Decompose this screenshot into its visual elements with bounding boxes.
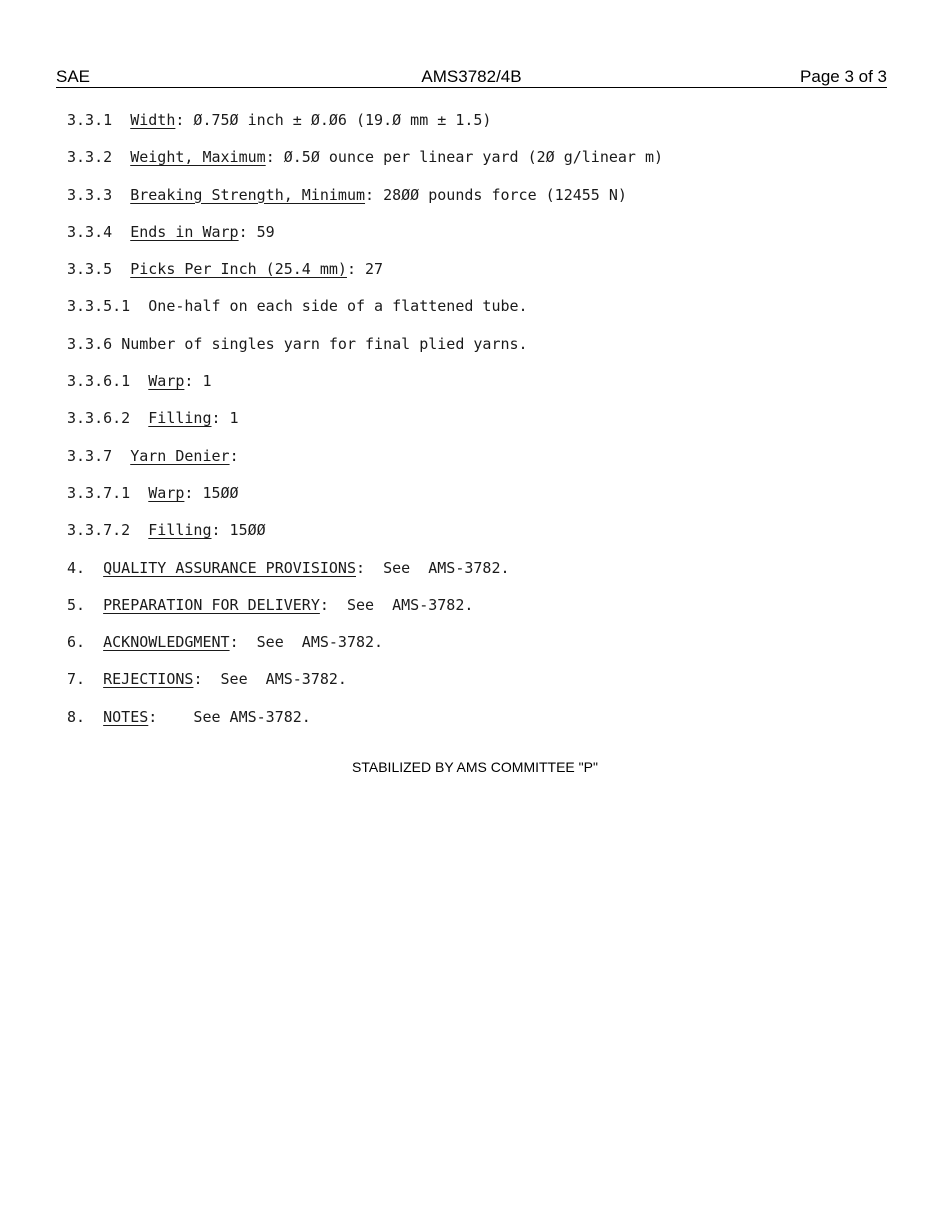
spec-line bbox=[67, 557, 887, 594]
section-number: 5. bbox=[67, 595, 86, 614]
section-number: 8. bbox=[67, 707, 86, 726]
section-number: 3.3.7.2 bbox=[67, 521, 131, 540]
section-term: Filling bbox=[148, 409, 212, 428]
spec-line bbox=[67, 295, 887, 332]
section-term: REJECTIONS bbox=[103, 670, 194, 689]
section-term: ACKNOWLEDGMENT bbox=[103, 633, 230, 652]
section-term: QUALITY ASSURANCE PROVISIONS bbox=[103, 558, 356, 577]
header-publisher: SAE bbox=[56, 67, 91, 86]
section-number: 6. bbox=[67, 633, 86, 652]
spec-line bbox=[67, 146, 887, 183]
spec-line bbox=[67, 333, 887, 370]
section-text: : 27 bbox=[346, 260, 384, 279]
section-text: : 1 bbox=[184, 372, 212, 391]
section-text: : 28ØØ pounds force (12455 N) bbox=[365, 185, 627, 204]
section-number: 3.3.6 bbox=[67, 334, 113, 353]
section-text: : 59 bbox=[238, 222, 275, 241]
specification-body bbox=[67, 109, 887, 743]
section-number: 3.3.1 bbox=[67, 111, 113, 129]
section-number: 3.3.7.1 bbox=[67, 483, 131, 502]
section-number: 4. bbox=[67, 558, 86, 577]
section-text: : 15ØØ bbox=[211, 521, 266, 540]
section-number: 3.3.4 bbox=[67, 222, 113, 241]
section-number: 3.3.7 bbox=[67, 446, 113, 465]
section-text: Number of singles yarn for final plied yarns. bbox=[121, 334, 528, 353]
section-number: 3.3.3 bbox=[67, 185, 113, 204]
section-term: Weight, Maximum bbox=[130, 148, 266, 167]
spec-line bbox=[67, 482, 887, 519]
section-number: 3.3.2 bbox=[67, 148, 113, 167]
section-term: PREPARATION FOR DELIVERY bbox=[103, 595, 320, 614]
section-term: Width bbox=[130, 111, 176, 129]
section-text: : 1 bbox=[211, 409, 239, 428]
section-term: Breaking Strength, Minimum bbox=[130, 185, 366, 204]
stabilized-notice: STABILIZED BY AMS COMMITTEE "P" bbox=[352, 759, 598, 775]
section-text: One-half on each side of a flattened tube. bbox=[148, 297, 528, 316]
spec-line bbox=[67, 668, 887, 705]
section-term: Warp bbox=[148, 483, 185, 502]
section-text: : See AMS-3782. bbox=[356, 558, 510, 577]
spec-line bbox=[67, 109, 887, 146]
spec-line bbox=[67, 706, 887, 743]
section-text: : See AMS-3782. bbox=[193, 670, 347, 689]
section-term: NOTES bbox=[103, 707, 149, 726]
header-page-number: Page 3 of 3 bbox=[800, 67, 887, 86]
spec-line bbox=[67, 258, 887, 295]
section-term: Yarn Denier bbox=[130, 446, 230, 465]
section-term: Picks Per Inch (25.4 mm) bbox=[130, 260, 347, 279]
section-number: 3.3.6.1 bbox=[67, 372, 131, 391]
spec-line bbox=[67, 631, 887, 668]
section-text: : 15ØØ bbox=[184, 483, 239, 502]
section-number: 3.3.6.2 bbox=[67, 409, 131, 428]
section-number: 3.3.5 bbox=[67, 260, 113, 279]
page-header bbox=[56, 67, 887, 88]
spec-line bbox=[67, 370, 887, 407]
spec-line bbox=[67, 407, 887, 444]
spec-line bbox=[67, 184, 887, 221]
section-text: : See AMS-3782. bbox=[148, 707, 311, 726]
section-text: : bbox=[229, 446, 239, 465]
section-term: Filling bbox=[148, 521, 212, 540]
section-number: 7. bbox=[67, 670, 86, 689]
header-document-number: AMS3782/4B bbox=[421, 67, 522, 86]
spec-line bbox=[67, 221, 887, 258]
section-term: Warp bbox=[148, 372, 185, 391]
section-term: Ends in Warp bbox=[130, 222, 239, 241]
section-text: : Ø.75Ø inch ± Ø.Ø6 (19.Ø mm ± 1.5) bbox=[175, 111, 492, 129]
section-number: 3.3.5.1 bbox=[67, 297, 131, 316]
spec-line bbox=[67, 445, 887, 482]
spec-line bbox=[67, 594, 887, 631]
section-text: : See AMS-3782. bbox=[319, 595, 474, 614]
section-text: : See AMS-3782. bbox=[229, 633, 384, 652]
section-text: : Ø.5Ø ounce per linear yard (2Ø g/linear m) bbox=[265, 148, 664, 167]
spec-line bbox=[67, 519, 887, 556]
